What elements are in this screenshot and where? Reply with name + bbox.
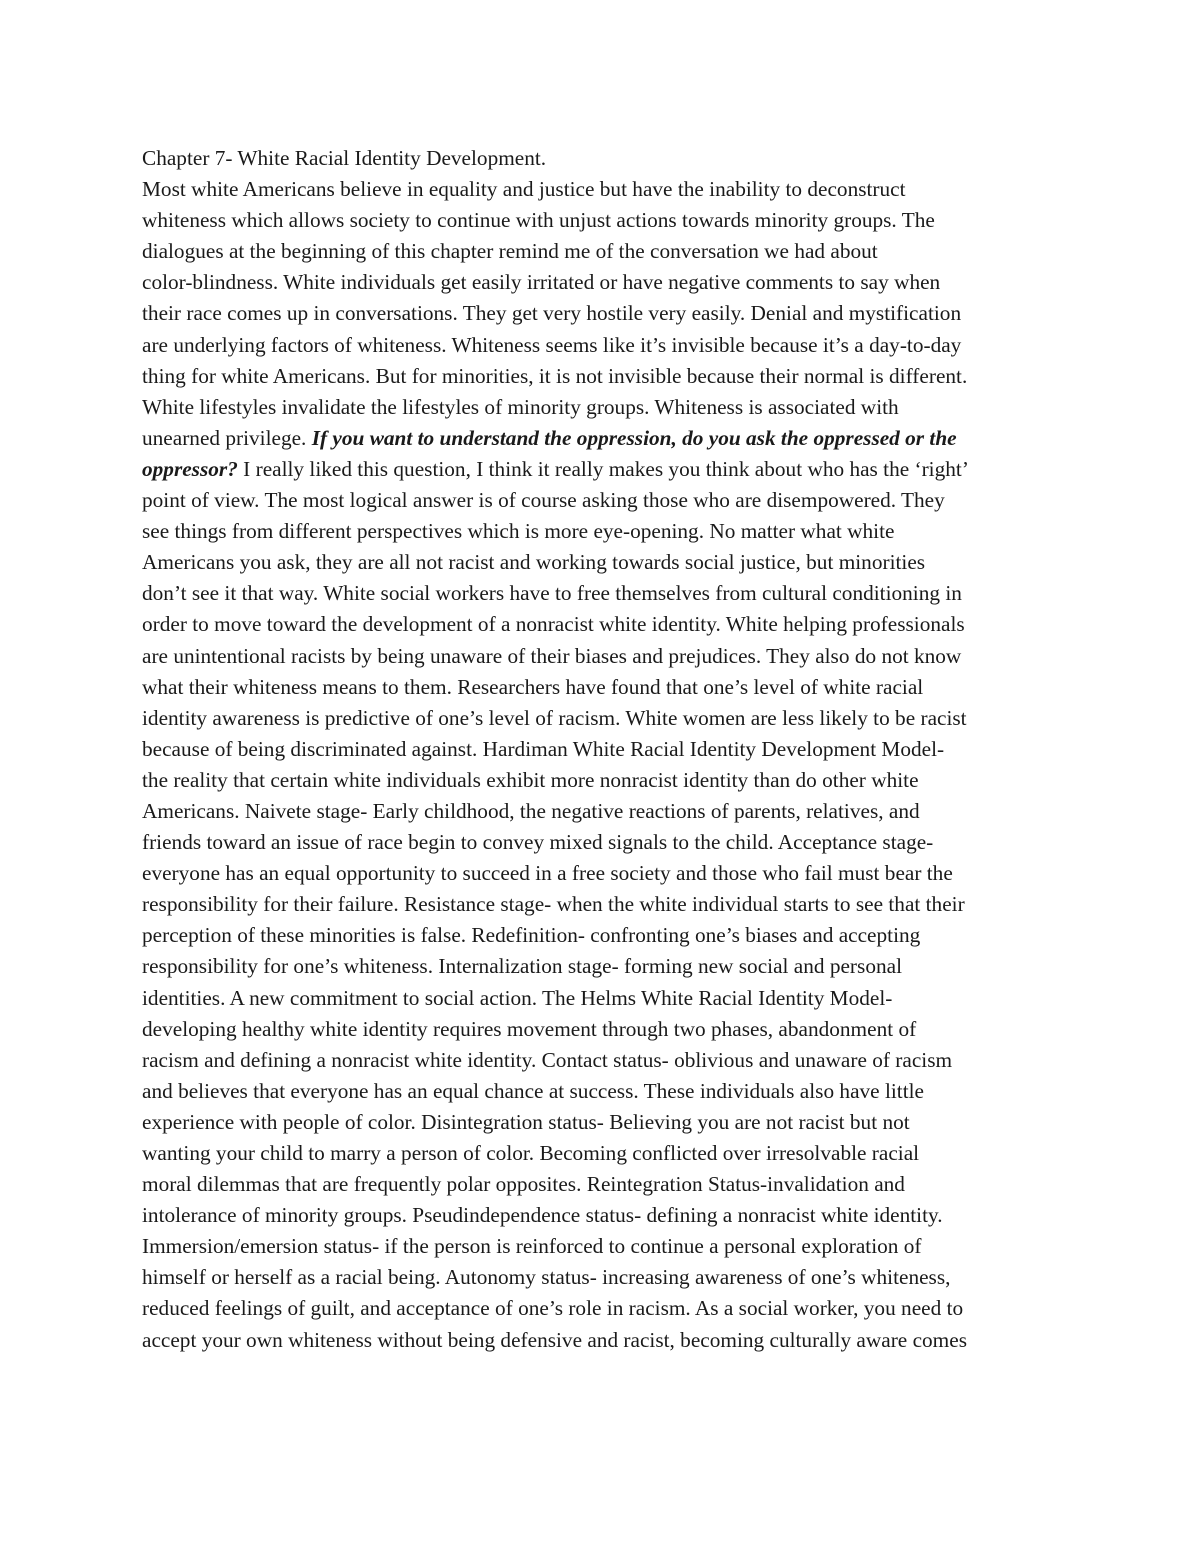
text-line (142, 983, 1062, 1014)
text-line (142, 361, 1062, 392)
text-line (142, 672, 1062, 703)
text-line (142, 298, 1062, 329)
text-line (142, 516, 1062, 547)
text-segment: perception of these minorities is false. Redefinition- confronting one’s biases and accepting (142, 923, 921, 948)
text-segment: color-blindness. White individuals get easily irritated or have negative comments to say when (142, 270, 941, 295)
text-segment: order to move toward the development of a nonracist white identity. White helping professionals (142, 612, 965, 637)
text-segment: are underlying factors of whiteness. Whiteness seems like it’s invisible because it’s a day-to-day (142, 332, 962, 357)
text-line (142, 1107, 1062, 1138)
text-segment: identity awareness is predictive of one’s level of racism. White women are less likely to be racist (142, 705, 967, 730)
text-line (142, 703, 1062, 734)
text-segment: see things from different perspectives which is more eye-opening. No matter what white (142, 519, 895, 544)
text-line (142, 236, 1062, 267)
text-line (142, 1325, 1062, 1356)
text-segment: dialogues at the beginning of this chapter remind me of the conversation we had about (142, 239, 878, 264)
text-line (142, 641, 1062, 672)
text-segment: developing healthy white identity requires movement through two phases, abandonment of (142, 1016, 917, 1041)
text-segment: Americans you ask, they are all not racist and working towards social justice, but minorities (142, 550, 926, 575)
text-segment: their race comes up in conversations. They get very hostile very easily. Denial and mystification (142, 301, 962, 326)
text-segment: responsibility for one’s whiteness. Internalization stage- forming new social and personal (142, 954, 902, 979)
text-line (142, 547, 1062, 578)
text-segment: everyone has an equal opportunity to succeed in a free society and those who fail must bear the (142, 861, 953, 886)
text-segment: intolerance of minority groups. Pseudindependence status- defining a nonracist white identity. (142, 1203, 943, 1228)
document-title-line (142, 143, 1062, 174)
text-segment: Immersion/emersion status- if the person is reinforced to continue a personal exploration of (142, 1234, 922, 1259)
text-line (142, 1076, 1062, 1107)
text-line (142, 1045, 1062, 1076)
text-line (142, 889, 1062, 920)
text-segment: because of being discriminated against. Hardiman White Racial Identity Development Model- (142, 736, 945, 761)
text-line (142, 858, 1062, 889)
text-line (142, 796, 1062, 827)
text-line (142, 454, 1062, 485)
text-line (142, 578, 1062, 609)
text-line (142, 1262, 1062, 1293)
text-segment: friends toward an issue of race begin to convey mixed signals to the child. Acceptance stage- (142, 830, 934, 855)
text-line (142, 1169, 1062, 1200)
text-segment: responsibility for their failure. Resistance stage- when the white individual starts to see that their (142, 892, 965, 917)
text-line (142, 1200, 1062, 1231)
text-segment: moral dilemmas that are frequently polar opposites. Reintegration Status-invalidation and (142, 1172, 905, 1197)
text-segment: the reality that certain white individuals exhibit more nonracist identity than do other white (142, 767, 919, 792)
text-line (142, 1231, 1062, 1262)
text-segment: reduced feelings of guilt, and acceptance of one’s role in racism. As a social worker, you need to (142, 1296, 964, 1321)
text-line (142, 174, 1062, 205)
text-segment: Chapter 7- White Racial Identity Development. (142, 146, 547, 170)
document-body (142, 143, 1062, 1356)
text-line (142, 1138, 1062, 1169)
emphasized-question: If you want to understand the oppression, do you ask the oppressed or the (311, 425, 957, 450)
text-segment: what their whiteness means to them. Researchers have found that one’s level of white racial (142, 674, 924, 699)
text-line (142, 392, 1062, 423)
text-line (142, 267, 1062, 298)
text-line (142, 330, 1062, 361)
text-line (142, 827, 1062, 858)
text-segment: I really liked this question, I think it really makes you think about who has the ‘right’ (237, 456, 969, 481)
text-segment: himself or herself as a racial being. Autonomy status- increasing awareness of one’s whiteness, (142, 1265, 951, 1290)
text-segment: experience with people of color. Disintegration status- Believing you are not racist but not (142, 1109, 910, 1134)
text-segment: Most white Americans believe in equality and justice but have the inability to deconstruct (142, 177, 906, 202)
text-line (142, 1293, 1062, 1324)
emphasized-question: oppressor? (142, 456, 238, 481)
text-line (142, 765, 1062, 796)
text-segment: don’t see it that way. White social workers have to free themselves from cultural conditioning in (142, 581, 962, 606)
text-line (142, 951, 1062, 982)
text-segment: are unintentional racists by being unaware of their biases and prejudices. They also do not know (142, 643, 962, 668)
text-line (142, 734, 1062, 765)
text-segment: whiteness which allows society to continue with unjust actions towards minority groups. The (142, 208, 935, 233)
text-segment: wanting your child to marry a person of color. Becoming conflicted over irresolvable racial (142, 1141, 920, 1165)
text-segment: point of view. The most logical answer is of course asking those who are disempowered. They (142, 488, 945, 513)
text-segment: accept your own whiteness without being defensive and racist, becoming culturally aware comes (142, 1327, 967, 1352)
text-segment: White lifestyles invalidate the lifestyles of minority groups. Whiteness is associated with (142, 394, 899, 419)
text-segment: and believes that everyone has an equal chance at success. These individuals also have little (142, 1078, 924, 1103)
text-segment: racism and defining a nonracist white identity. Contact status- oblivious and unaware of racism (142, 1047, 953, 1072)
text-line (142, 1014, 1062, 1045)
text-segment: identities. A new commitment to social action. The Helms White Racial Identity Model- (142, 985, 893, 1010)
text-segment: unearned privilege. (142, 425, 312, 450)
text-line (142, 609, 1062, 640)
text-line (142, 920, 1062, 951)
text-line (142, 205, 1062, 236)
text-segment: thing for white Americans. But for minorities, it is not invisible because their normal is different. (142, 363, 968, 388)
text-line (142, 423, 1062, 454)
text-line (142, 485, 1062, 516)
text-segment: Americans. Naivete stage- Early childhood, the negative reactions of parents, relatives, and (142, 798, 920, 823)
